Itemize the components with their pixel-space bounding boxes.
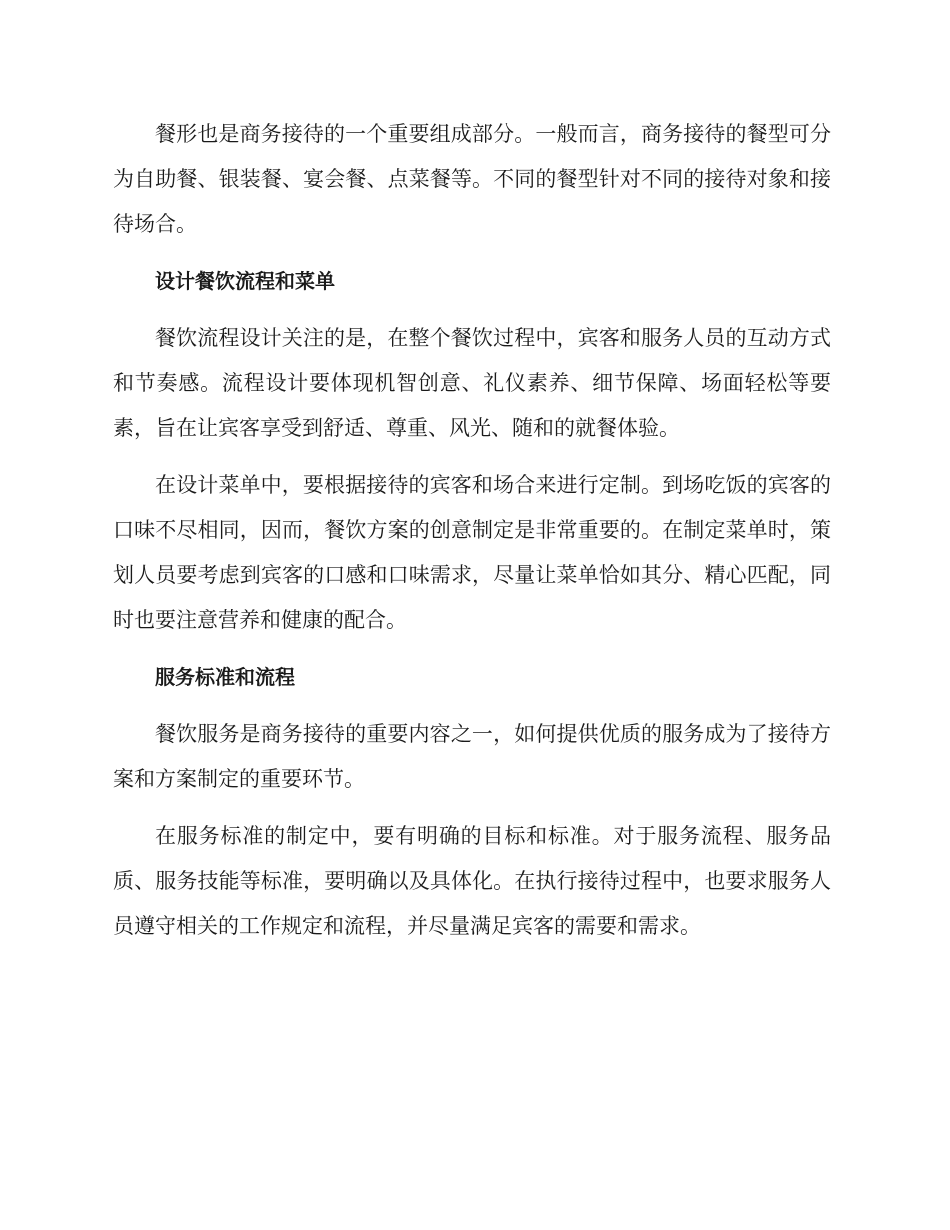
spacer	[113, 643, 831, 655]
spacer	[113, 304, 831, 316]
spacer	[113, 802, 831, 814]
spacer	[113, 451, 831, 463]
paragraph-menu-design: 在设计菜单中，要根据接待的宾客和场合来进行定制。到场吃饭的宾客的口味不尽相同，因而，餐饮方案的创意制定是非常重要的。在制定菜单时，策划人员要考虑到宾客的口感和口味需求，尽量让菜单恰如其分、精心匹配，同时也要注意营养和健康的配合。	[113, 473, 831, 632]
paragraph-service-standard-setting: 在服务标准的制定中，要有明确的目标和标准。对于服务流程、服务品质、服务技能等标准，要明确以及具体化。在执行接待过程中，也要求服务人员遵守相关的工作规定和流程，并尽量满足宾客的需要和需求。	[113, 824, 831, 938]
spacer	[113, 247, 831, 259]
paragraph-meal-types: 餐形也是商务接待的一个重要组成部分。一般而言，商务接待的餐型可分为自助餐、银装餐、宴会餐、点菜餐等。不同的餐型针对不同的接待对象和接待场合。	[113, 122, 831, 236]
heading-catering-process-menu: 设计餐饮流程和菜单	[155, 269, 335, 293]
paragraph-catering-service: 餐饮服务是商务接待的重要内容之一，如何提供优质的服务成为了接待方案和方案制定的重要环节。	[113, 722, 831, 791]
paragraph-catering-process: 餐饮流程设计关注的是，在整个餐饮过程中，宾客和服务人员的互动方式和节奏感。流程设计要体现机智创意、礼仪素养、细节保障、场面轻松等要素，旨在让宾客享受到舒适、尊重、风光、随和的就餐体验。	[113, 326, 831, 440]
document-page	[113, 112, 831, 949]
spacer	[113, 700, 831, 712]
heading-service-standards: 服务标准和流程	[155, 665, 295, 689]
